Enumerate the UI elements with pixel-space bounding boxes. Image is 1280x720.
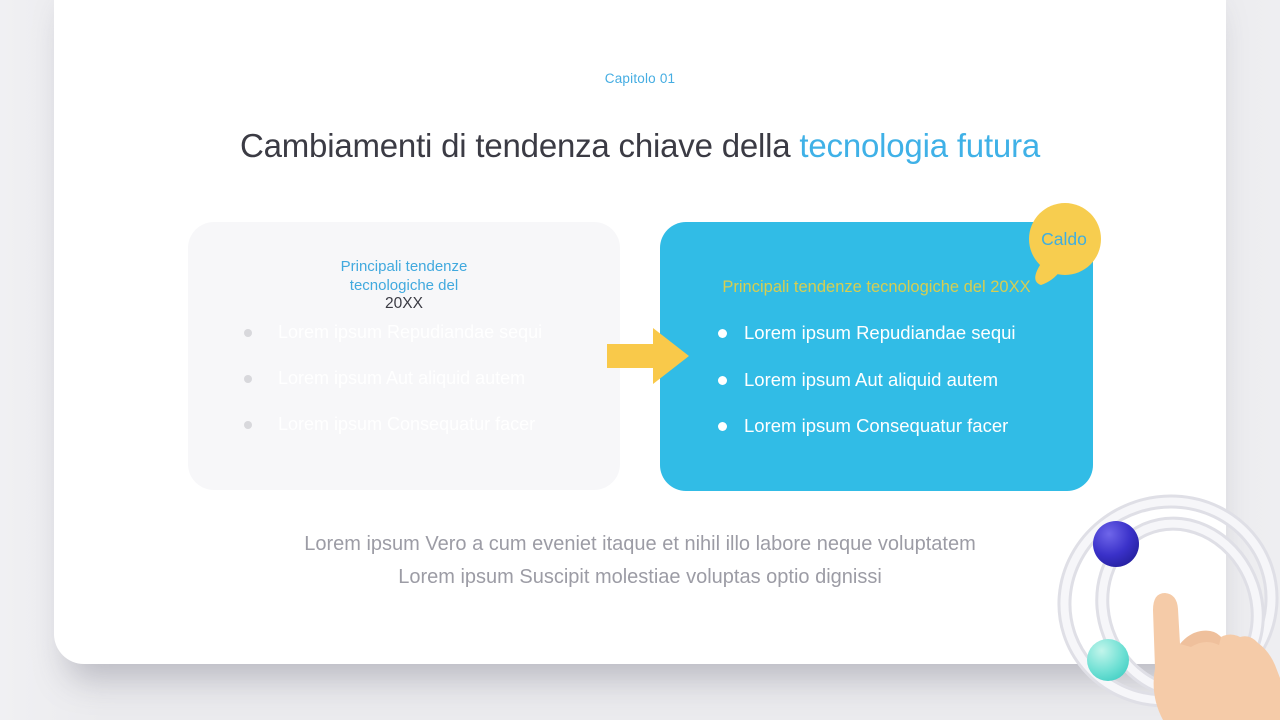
- item-text: Lorem ipsum Repudiandae sequi: [744, 322, 1016, 343]
- list-item: [188, 368, 620, 389]
- card-after-heading: Principali tendenze tecnologiche del 20XX: [722, 278, 1031, 296]
- item-text: Lorem ipsum Aut aliquid autem: [744, 369, 998, 390]
- right-arrow-icon: [607, 328, 689, 384]
- bullet-dot-icon: [244, 421, 252, 429]
- card-before-heading-line1: Principali tendenze: [340, 258, 468, 275]
- bullet-dot-icon: [718, 329, 727, 338]
- hot-badge: [1026, 202, 1102, 290]
- hot-badge-label: Caldo: [1041, 229, 1087, 249]
- bullet-dot-icon: [244, 329, 252, 337]
- blue-sphere-icon: [1093, 521, 1139, 567]
- title-prefix: Cambiamenti di tendenza chiave della: [239, 127, 800, 164]
- faded-item-text: Lorem ipsum Repudiandae sequi: [278, 322, 543, 342]
- list-item: [660, 322, 1093, 344]
- bullet-dot-icon: [718, 422, 727, 431]
- list-item: [188, 414, 620, 435]
- slide-title: [54, 127, 1226, 165]
- card-before-heading-year: 20XX: [385, 295, 423, 312]
- footer-line: Lorem ipsum Suscipit molestiae voluptas optio dignissi: [398, 566, 882, 588]
- footer-line: Lorem ipsum Vero a cum eveniet itaque et nihil illo labore neque voluptatem: [304, 533, 976, 555]
- faded-item-text: Lorem ipsum Consequatur facer: [278, 414, 536, 434]
- teal-sphere-icon: [1087, 639, 1129, 681]
- list-item: [660, 369, 1093, 391]
- title-highlight: tecnologia futura: [799, 127, 1041, 164]
- card-before-list: [188, 222, 620, 490]
- bullet-dot-icon: [718, 376, 727, 385]
- faded-item-text: Lorem ipsum Aut aliquid autem: [278, 368, 526, 388]
- bullet-dot-icon: [244, 375, 252, 383]
- orbit-hand-illustration: [1036, 486, 1280, 720]
- list-item: [188, 322, 620, 343]
- chapter-label: Capitolo 01: [604, 71, 676, 86]
- item-text: Lorem ipsum Consequatur facer: [744, 415, 1009, 436]
- card-before-heading-line2: tecnologiche del: [349, 276, 459, 294]
- list-item: [660, 415, 1093, 437]
- card-before: [188, 222, 620, 490]
